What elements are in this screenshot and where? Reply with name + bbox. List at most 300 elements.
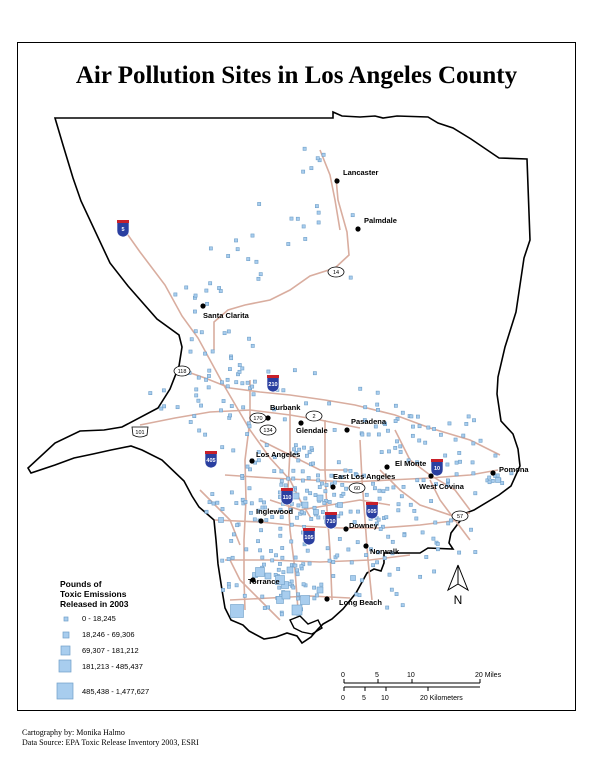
emission-site: [204, 433, 207, 436]
emission-site: [251, 385, 254, 388]
emission-site: [250, 502, 253, 505]
us-route-number: 101: [135, 430, 145, 436]
emission-site: [491, 479, 494, 482]
emission-site: [302, 583, 305, 586]
emission-site: [226, 378, 229, 381]
emission-site: [251, 234, 254, 237]
emission-site: [341, 483, 344, 486]
emission-site: [469, 528, 472, 531]
state-route-number: 170: [253, 416, 263, 422]
emission-site: [295, 516, 298, 519]
emission-site: [245, 548, 248, 551]
emission-site: [208, 501, 211, 504]
scale-mile-20: 20 Miles: [475, 672, 502, 679]
interstate-number: 710: [326, 519, 336, 525]
emission-site: [228, 368, 231, 371]
emission-site: [205, 302, 208, 305]
emission-site: [241, 367, 244, 370]
city-dot: [324, 596, 329, 601]
emission-site: [227, 330, 230, 333]
emission-site: [296, 573, 299, 576]
emission-site: [238, 370, 241, 373]
emission-site: [377, 433, 380, 436]
emission-site: [230, 357, 233, 360]
emission-site: [235, 381, 238, 384]
emission-site: [474, 492, 477, 495]
emission-site: [386, 429, 389, 432]
state-route-shield: [306, 411, 322, 421]
emission-site: [234, 239, 237, 242]
emission-site: [189, 420, 192, 423]
interstate-shield: [117, 220, 129, 237]
north-label: N: [453, 593, 463, 607]
city-label: El Monte: [395, 459, 427, 468]
emission-site: [306, 549, 309, 552]
emission-site: [360, 579, 363, 582]
emission-site: [458, 451, 461, 454]
emission-site: [317, 479, 320, 482]
highway-shields: [117, 220, 468, 545]
emission-site: [328, 500, 331, 503]
emission-site: [241, 474, 244, 477]
emission-site: [395, 592, 398, 595]
city-label: Downey: [349, 521, 378, 530]
emission-site: [248, 487, 251, 490]
emission-site: [427, 426, 430, 429]
emission-site: [259, 529, 262, 532]
emission-site: [351, 576, 356, 581]
emission-site: [287, 242, 290, 245]
emission-site: [418, 425, 421, 428]
emission-site: [230, 404, 233, 407]
emission-site: [176, 406, 179, 409]
interstate-number: 5: [121, 227, 125, 233]
emission-site: [501, 481, 504, 484]
emission-site: [313, 506, 316, 509]
emission-site: [375, 561, 378, 564]
emission-site: [277, 568, 280, 571]
emission-site: [301, 479, 304, 482]
emission-site: [294, 556, 297, 559]
emission-site: [425, 555, 428, 558]
emission-site: [399, 445, 402, 448]
emission-site: [212, 502, 215, 505]
emission-site: [282, 571, 285, 574]
emission-site: [471, 461, 474, 464]
emission-site: [267, 370, 270, 373]
emission-site: [301, 596, 310, 605]
emission-site: [205, 289, 208, 292]
emission-site: [317, 587, 323, 593]
emission-site: [220, 381, 223, 384]
emission-site: [397, 503, 400, 506]
emission-site: [251, 344, 254, 347]
emission-site: [258, 549, 261, 552]
emission-site: [376, 403, 379, 406]
emission-site: [297, 504, 300, 507]
interstate-shield: [267, 375, 279, 392]
emission-site: [308, 451, 311, 454]
emission-site: [402, 485, 405, 488]
emission-site: [292, 605, 302, 615]
emission-site: [465, 422, 468, 425]
city-dot: [265, 415, 270, 420]
emission-site: [304, 237, 307, 240]
emission-site: [323, 501, 326, 504]
emission-site: [294, 444, 297, 447]
city-dot: [344, 427, 349, 432]
state-route-number: 118: [177, 369, 187, 375]
emission-site: [320, 482, 323, 485]
emission-site: [242, 406, 245, 409]
emission-site: [378, 497, 381, 500]
emission-site: [278, 562, 281, 565]
emission-site: [262, 563, 265, 566]
emission-site: [397, 509, 400, 512]
emission-site: [308, 562, 311, 565]
emission-site: [223, 332, 226, 335]
emission-site: [197, 399, 200, 402]
emission-site: [338, 537, 341, 540]
emission-site: [253, 518, 256, 521]
emission-site: [356, 541, 359, 544]
emission-site: [287, 477, 290, 480]
state-route-shield: [328, 267, 344, 277]
emission-site: [236, 248, 239, 251]
emission-site: [231, 556, 234, 559]
city-dot: [200, 303, 205, 308]
interstate-number: 110: [282, 495, 292, 501]
emission-site: [310, 167, 313, 170]
city-label: Inglewood: [256, 507, 294, 516]
emission-site: [226, 385, 229, 388]
highway-network: [123, 150, 500, 620]
emission-site: [328, 559, 331, 562]
emission-site: [433, 570, 436, 573]
emission-site: [258, 202, 261, 205]
emission-site: [372, 564, 375, 567]
emission-site: [293, 369, 296, 372]
emission-site: [193, 414, 196, 417]
city-dot: [330, 484, 335, 489]
emission-site: [174, 293, 177, 296]
emission-site: [297, 459, 300, 462]
emission-site: [235, 584, 238, 587]
emission-site: [455, 473, 458, 476]
emission-site: [434, 521, 437, 524]
city-dot: [249, 458, 254, 463]
emission-site: [458, 551, 461, 554]
city-dot: [428, 473, 433, 478]
emission-site: [219, 289, 222, 292]
legend-symbol-2: [63, 632, 69, 638]
emission-site: [361, 433, 364, 436]
emission-site: [232, 533, 235, 536]
emission-site: [496, 478, 501, 483]
emission-site: [397, 567, 400, 570]
emission-site: [235, 501, 238, 504]
city-dot: [343, 526, 348, 531]
emission-site: [189, 350, 192, 353]
emission-site: [462, 434, 465, 437]
emission-site: [325, 483, 328, 486]
emission-site: [293, 493, 299, 499]
scale-km-20: 20 Kilometers: [420, 695, 463, 702]
emission-site: [316, 157, 319, 160]
cartography-credit: Cartography by: Monika Halmo: [22, 728, 125, 737]
city-dot: [355, 226, 360, 231]
emission-site: [436, 548, 439, 551]
emission-site: [344, 487, 347, 490]
emission-site: [310, 517, 313, 520]
emission-site: [488, 481, 491, 484]
emission-site: [472, 442, 475, 445]
emission-site: [209, 282, 212, 285]
emission-site: [303, 147, 306, 150]
legend-symbol-1: [64, 617, 68, 621]
emission-site: [263, 606, 266, 609]
emission-site: [221, 446, 224, 449]
emission-site: [282, 591, 290, 599]
emission-site: [204, 378, 207, 381]
emission-site: [307, 476, 310, 479]
emission-site: [246, 381, 249, 384]
emission-site: [249, 511, 252, 514]
emission-site: [394, 419, 397, 422]
emission-site: [419, 575, 422, 578]
data-source-credit: Data Source: EPA Toxic Release Inventory 2003, ESRI: [22, 738, 199, 747]
emission-site: [221, 559, 224, 562]
emission-site: [305, 489, 308, 492]
emission-site: [199, 404, 202, 407]
city-label: Santa Clarita: [203, 311, 249, 320]
emission-site: [280, 613, 283, 616]
emission-site: [338, 503, 343, 508]
state-route-shield: [452, 511, 468, 521]
emission-site: [253, 380, 256, 383]
city-label: Norwalk: [370, 547, 400, 556]
emission-site: [281, 556, 284, 559]
emission-site: [302, 446, 305, 449]
emission-site: [283, 418, 286, 421]
emission-site: [429, 499, 432, 502]
emission-site: [454, 438, 457, 441]
emission-site: [194, 330, 197, 333]
emission-site: [295, 569, 298, 572]
emission-site: [391, 540, 394, 543]
state-route-number: 134: [263, 428, 273, 434]
emission-site: [358, 594, 361, 597]
emission-site: [274, 554, 277, 557]
emission-site: [455, 461, 458, 464]
emission-site: [317, 495, 323, 501]
city-label: Los Angeles: [256, 450, 301, 459]
emission-site: [208, 369, 211, 372]
emission-site: [290, 217, 293, 220]
emission-site: [394, 404, 397, 407]
emission-site: [205, 510, 208, 513]
emission-site: [198, 429, 201, 432]
emission-site: [281, 546, 284, 549]
emission-site: [230, 539, 233, 542]
interstate-shield: [366, 502, 378, 519]
emission-site: [302, 170, 305, 173]
city-dot: [298, 420, 303, 425]
emission-site: [294, 564, 297, 567]
emission-site: [314, 510, 319, 515]
emission-site: [386, 487, 389, 490]
emission-site: [221, 507, 224, 510]
emission-site: [479, 439, 482, 442]
emission-site: [472, 472, 475, 475]
emission-site: [200, 331, 203, 334]
city-dot: [490, 470, 495, 475]
city-label: Burbank: [270, 403, 301, 412]
emission-site: [401, 604, 404, 607]
emission-site: [261, 595, 264, 598]
emission-site: [350, 561, 353, 564]
emission-site: [392, 486, 395, 489]
interstate-shield: [281, 488, 293, 505]
emission-site: [488, 476, 491, 479]
legend-symbol-5: [57, 683, 73, 699]
city-dot: [334, 178, 339, 183]
emission-site: [444, 454, 447, 457]
emission-site: [266, 606, 269, 609]
emission-site: [231, 605, 244, 618]
legend-class-1: 0 - 18,245: [82, 614, 116, 623]
emission-site: [247, 337, 250, 340]
legend-class-2: 18,246 - 69,306: [82, 630, 135, 639]
scale-bar: [341, 672, 502, 702]
emission-site: [424, 441, 427, 444]
emission-site: [232, 449, 235, 452]
emission-site: [395, 440, 398, 443]
emission-site: [292, 586, 295, 589]
interstate-number: 605: [367, 509, 377, 515]
city-label: Pomona: [499, 465, 529, 474]
emission-site: [247, 258, 250, 261]
emission-site: [195, 394, 198, 397]
emission-site: [265, 518, 268, 521]
emission-site: [304, 497, 307, 500]
emission-site: [332, 560, 335, 563]
emission-site: [304, 402, 307, 405]
emission-site: [227, 557, 230, 560]
emission-site: [320, 583, 323, 586]
emission-site: [246, 465, 249, 468]
emission-site: [315, 205, 318, 208]
city-dot: [258, 518, 263, 523]
legend-symbol-4: [59, 660, 71, 672]
emission-site: [416, 415, 419, 418]
emission-site: [373, 487, 376, 490]
city-label: Lancaster: [343, 168, 379, 177]
interstate-number: 10: [433, 466, 441, 472]
emission-site: [318, 485, 321, 488]
emission-site: [340, 512, 343, 515]
emission-site: [278, 586, 281, 589]
interstate-number: 405: [206, 458, 216, 464]
emission-site: [301, 470, 304, 473]
emission-site: [411, 434, 414, 437]
emission-site: [337, 461, 340, 464]
emission-site: [243, 594, 246, 597]
emission-site: [314, 493, 317, 496]
emission-site: [194, 294, 197, 297]
emission-site: [379, 527, 382, 530]
scale-mile-10: 10: [407, 672, 415, 679]
emission-site: [410, 415, 413, 418]
map-title: Air Pollution Sites in Los Angeles County: [75, 62, 518, 89]
emission-site: [255, 260, 258, 263]
emission-site: [449, 519, 452, 522]
city-label: Torrance: [248, 577, 280, 586]
legend-symbol-3: [61, 646, 70, 655]
emission-site: [185, 286, 188, 289]
emission-site: [336, 554, 339, 557]
emission-site: [292, 477, 295, 480]
emission-site: [333, 428, 336, 431]
emission-site: [387, 450, 390, 453]
emission-site: [432, 427, 435, 430]
emission-site: [297, 593, 300, 596]
legend-symbols: [57, 617, 73, 699]
emission-site: [219, 409, 222, 412]
emission-site: [326, 547, 329, 550]
state-route-number: 60: [353, 486, 361, 492]
legend-class-4: 181,213 - 485,437: [82, 662, 143, 671]
emission-site: [313, 372, 316, 375]
emission-site: [221, 588, 224, 591]
emission-site: [207, 374, 210, 377]
emission-site: [316, 474, 319, 477]
emission-site: [311, 462, 314, 465]
emission-site: [227, 254, 230, 257]
emission-site: [271, 559, 274, 562]
scale-mile-5: 5: [375, 672, 379, 679]
emission-site: [390, 588, 393, 591]
emission-site: [209, 247, 212, 250]
emission-site: [257, 277, 260, 280]
emission-site: [193, 310, 196, 313]
city-label: East Los Angeles: [333, 472, 396, 481]
emission-site: [432, 537, 435, 540]
emission-site: [367, 433, 370, 436]
emission-site: [235, 524, 238, 527]
emission-site: [436, 542, 439, 545]
emission-site: [446, 463, 449, 466]
state-route-number: 14: [332, 270, 340, 276]
emission-site: [257, 459, 260, 462]
emission-site: [290, 523, 293, 526]
emission-site: [310, 447, 313, 450]
emission-site: [211, 492, 214, 495]
city-label: West Covina: [419, 482, 464, 491]
emission-site: [244, 500, 247, 503]
emission-site: [238, 363, 241, 366]
emission-site: [302, 502, 308, 508]
emission-site: [359, 387, 362, 390]
emission-site: [324, 490, 327, 493]
emission-site: [261, 556, 264, 559]
emission-site: [197, 376, 200, 379]
city-label: Palmdale: [364, 216, 397, 225]
interstate-shield: [205, 451, 217, 468]
emission-site: [376, 391, 379, 394]
emission-site: [317, 516, 320, 519]
interstate-number: 210: [268, 382, 278, 388]
